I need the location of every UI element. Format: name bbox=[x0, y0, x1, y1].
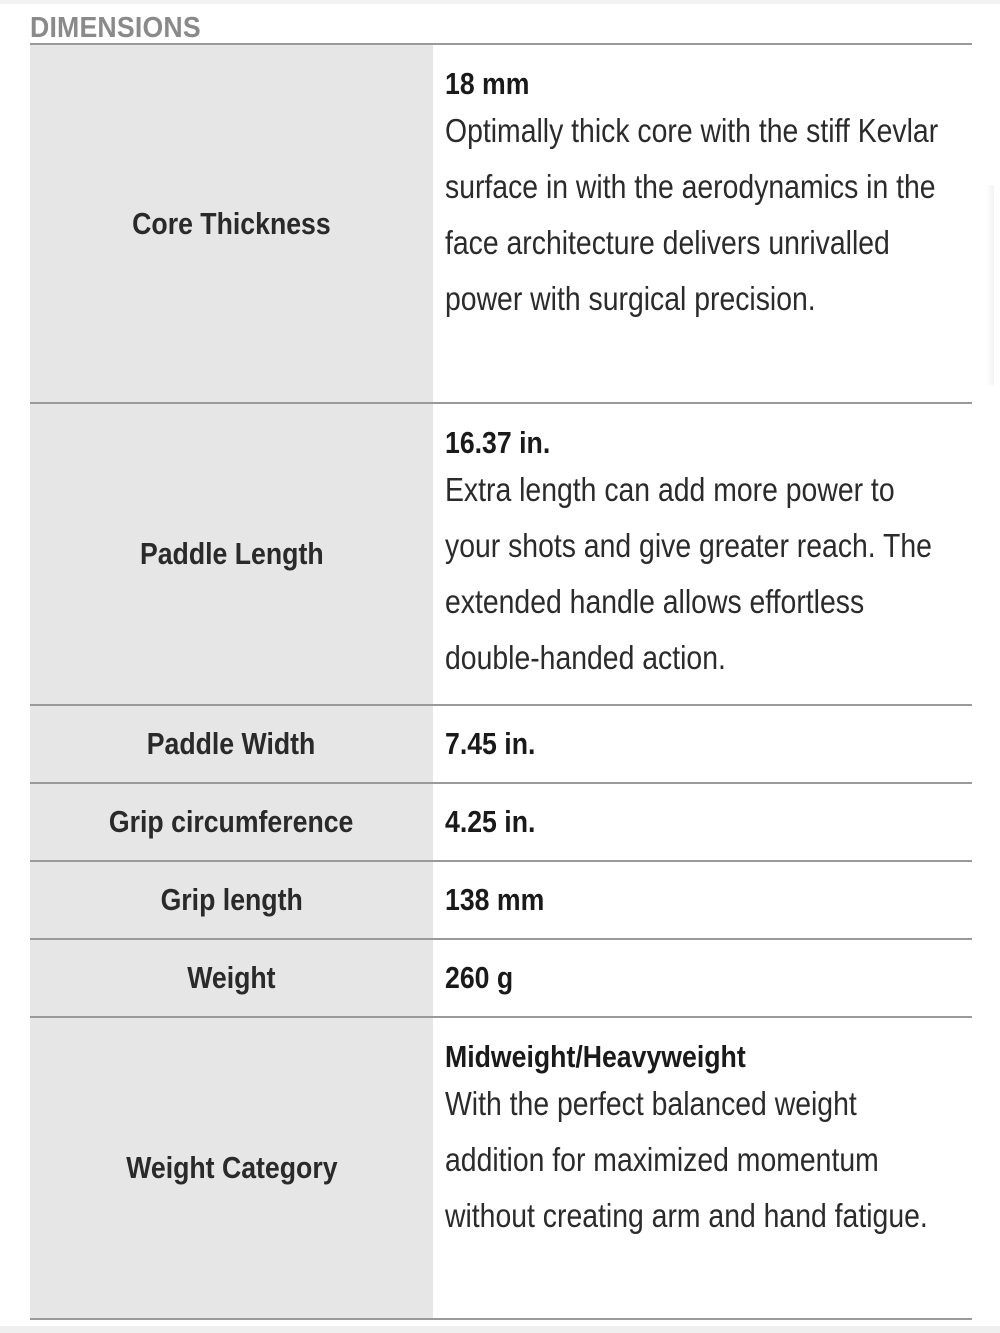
table-row-grip-circumference bbox=[30, 784, 972, 862]
table-row-core-thickness bbox=[30, 45, 972, 404]
top-edge-strip bbox=[0, 0, 1000, 4]
table-row-paddle-length bbox=[30, 404, 972, 706]
row-description: Optimally thick core with the stiff Kevlar surface in with the aerodynamics in the face architecture delivers unrivalled power with surgical precision. bbox=[445, 112, 939, 317]
row-label: Weight bbox=[187, 960, 276, 995]
row-label-cell bbox=[30, 706, 433, 782]
row-value: 260 g bbox=[445, 960, 514, 995]
row-value-cell bbox=[433, 784, 972, 860]
row-label: Grip circumference bbox=[109, 804, 354, 839]
bottom-edge-strip bbox=[0, 1326, 1000, 1333]
table-row-paddle-width bbox=[30, 706, 972, 784]
row-label-cell bbox=[30, 940, 433, 1016]
row-description: With the perfect balanced weight addition for maximized momentum without creating arm and hand fatigue. bbox=[445, 1085, 928, 1234]
row-value-cell bbox=[433, 1018, 972, 1318]
row-value-cell bbox=[433, 45, 972, 402]
table-row-grip-length bbox=[30, 862, 972, 940]
row-value: 16.37 in. bbox=[445, 425, 551, 460]
row-label: Grip length bbox=[160, 882, 303, 917]
row-label-cell bbox=[30, 404, 433, 704]
row-label-cell bbox=[30, 1018, 433, 1318]
row-value-cell bbox=[433, 940, 972, 1016]
row-value-cell bbox=[433, 706, 972, 782]
row-label-cell bbox=[30, 862, 433, 938]
row-label: Core Thickness bbox=[132, 205, 331, 241]
row-value-cell bbox=[433, 404, 972, 704]
row-value: 138 mm bbox=[445, 882, 545, 917]
row-label: Weight Category bbox=[125, 1150, 338, 1185]
row-value-cell bbox=[433, 862, 972, 938]
row-description: Extra length can add more power to your shots and give greater reach. The extended handle allows effortless double-handed action. bbox=[445, 471, 932, 676]
row-label-cell bbox=[30, 784, 433, 860]
table-row-weight bbox=[30, 940, 972, 1018]
section-title: DIMENSIONS bbox=[30, 12, 201, 44]
row-value: 7.45 in. bbox=[445, 726, 536, 761]
row-label: Paddle Length bbox=[139, 536, 324, 571]
row-label-cell bbox=[30, 45, 433, 402]
table-row-weight-category bbox=[30, 1018, 972, 1320]
row-value: Midweight/Heavyweight bbox=[445, 1039, 746, 1074]
scrollbar-shadow bbox=[986, 185, 994, 385]
row-value: 18 mm bbox=[445, 66, 530, 101]
dimensions-table bbox=[30, 43, 972, 1320]
row-label: Paddle Width bbox=[147, 726, 316, 761]
row-value: 4.25 in. bbox=[445, 804, 536, 839]
